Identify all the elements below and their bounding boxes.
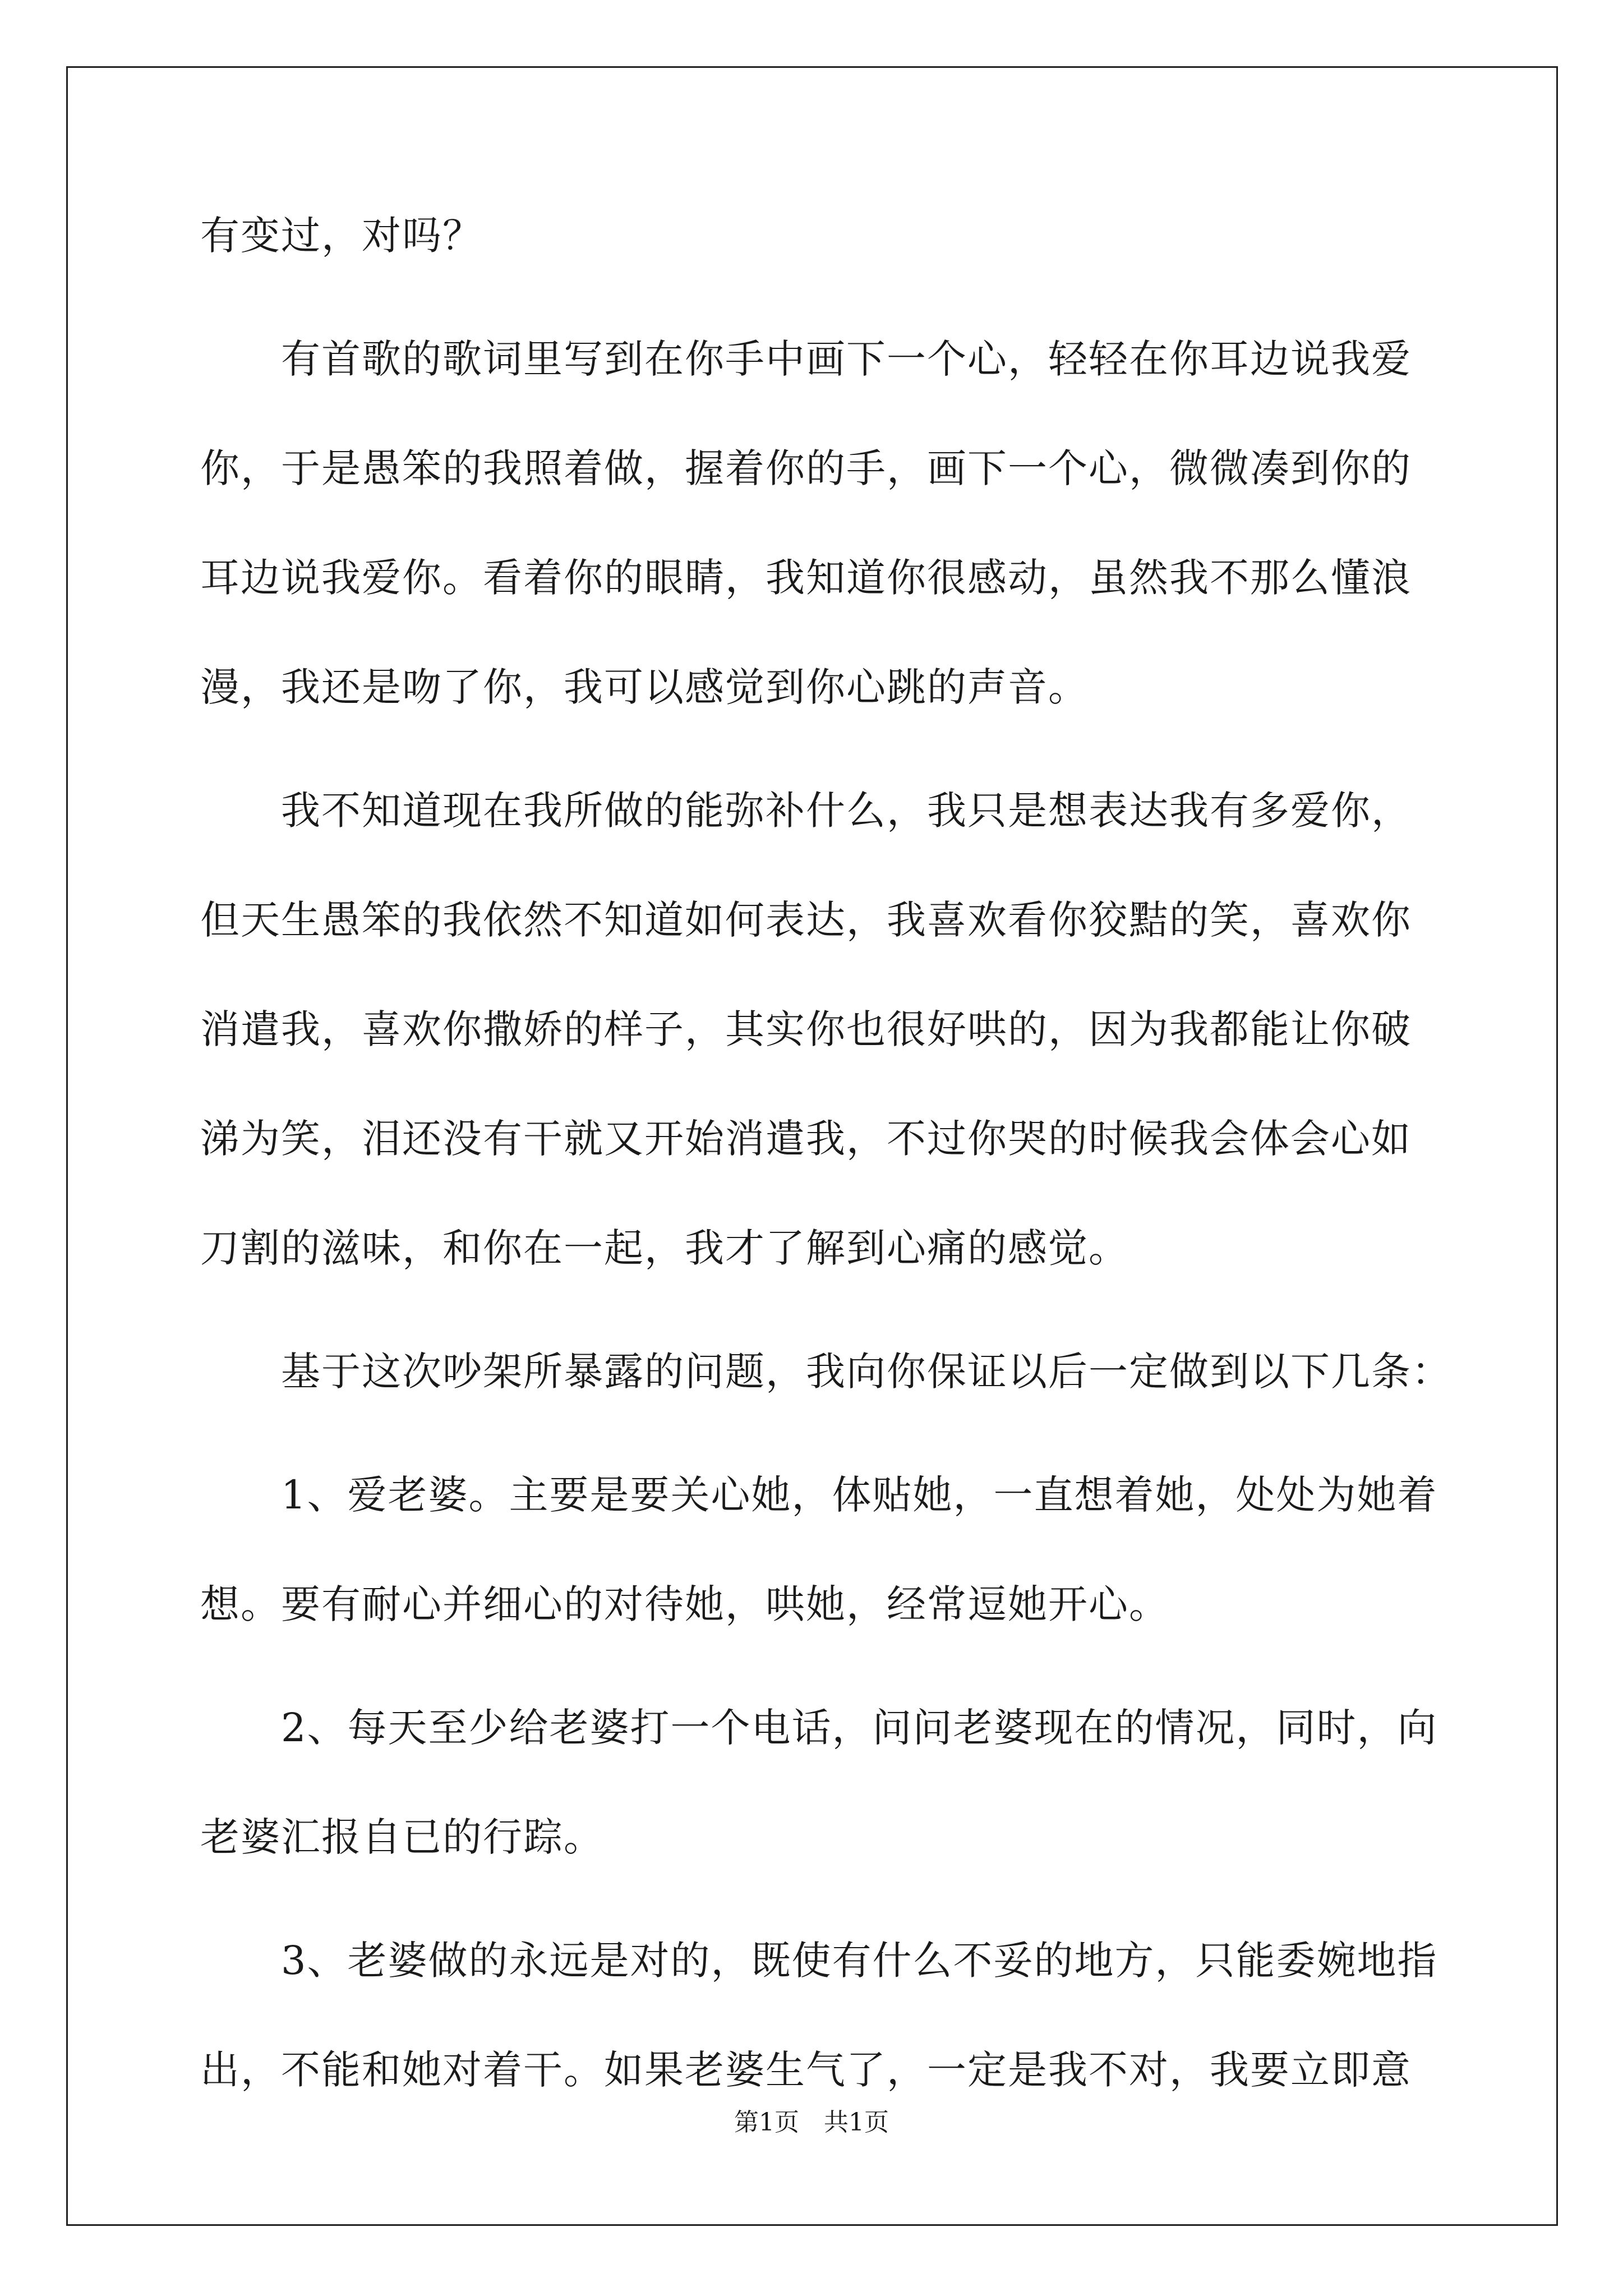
- text-line: 有变过，对吗？: [200, 213, 483, 259]
- text-line: 消遣我，喜欢你撒娇的样子，其实你也很好哄的，因为我都能让你破: [200, 1006, 1412, 1052]
- text-line: 老婆汇报自已的行踪。: [200, 1814, 604, 1860]
- text-line: 出，不能和她对着干。如果老婆生气了，一定是我不对，我要立即意: [200, 2047, 1412, 2093]
- text-line: 刀割的滋味，和你在一起，我才了解到心痛的感觉。: [200, 1225, 1129, 1271]
- text-line: 你，于是愚笨的我照着做，握着你的手，画下一个心，微微凑到你的: [200, 445, 1412, 491]
- text-line: 基于这次吵架所暴露的问题，我向你保证以后一定做到以下几条：: [200, 1349, 1452, 1395]
- text-line: 漫，我还是吻了你，我可以感觉到你心跳的声音。: [200, 664, 1089, 710]
- text-line: 耳边说我爱你。看着你的眼睛，我知道你很感动，虽然我不那么懂浪: [200, 555, 1412, 601]
- text-line: 1、爱老婆。主要是要关心她，体贴她，一直想着她，处处为她着: [200, 1472, 1438, 1518]
- text-line: 3、老婆做的永远是对的，既使有什么不妥的地方，只能委婉地指: [200, 1938, 1438, 1984]
- text-line: 但天生愚笨的我依然不知道如何表达，我喜欢看你狡黠的笑，喜欢你: [200, 897, 1412, 943]
- page-number-footer: 第1页 共1页: [734, 2108, 889, 2137]
- text-line: 有首歌的歌词里写到在你手中画下一个心，轻轻在你耳边说我爱: [200, 336, 1412, 382]
- text-line: 2、每天至少给老婆打一个电话，问问老婆现在的情况，同时，向: [200, 1705, 1438, 1751]
- text-line: 想。要有耐心并细心的对待她，哄她，经常逗她开心。: [200, 1581, 1169, 1627]
- text-line: 涕为笑，泪还没有干就又开始消遣我，不过你哭的时候我会体会心如: [200, 1116, 1412, 1162]
- text-line: 我不知道现在我所做的能弥补什么，我只是想表达我有多爱你，: [200, 788, 1412, 834]
